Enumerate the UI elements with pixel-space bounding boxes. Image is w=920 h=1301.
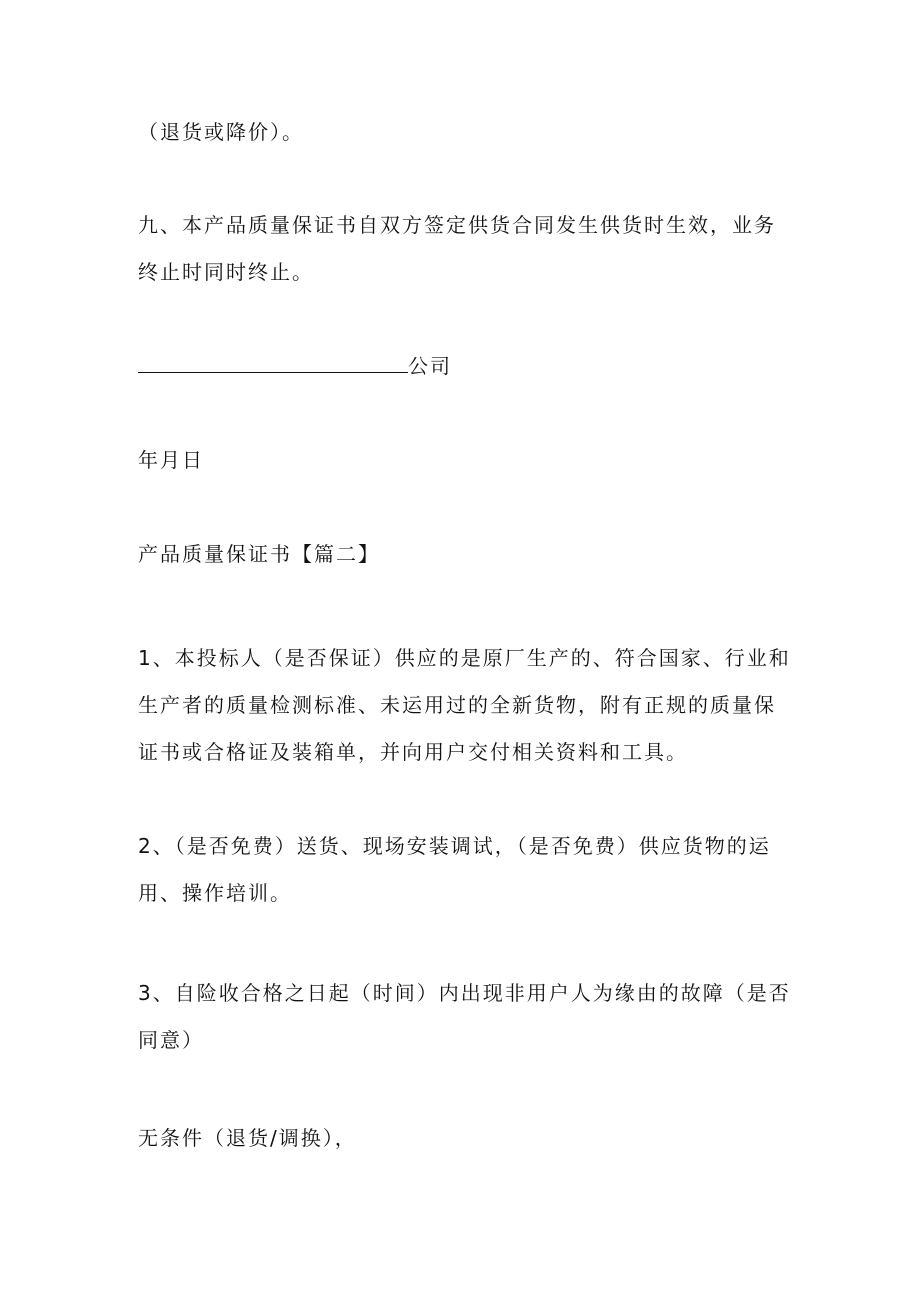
text-line: 2、（是否免费）送货、现场安装调试，（是否免费）供应货物的运 <box>138 834 771 858</box>
text-line: 终止时同时终止。 <box>138 260 314 284</box>
text-line: （退货或降价）。 <box>138 120 304 144</box>
company-label: 公司 <box>408 354 452 378</box>
text-line: 用、操作培训。 <box>138 881 292 905</box>
text-line: 生产者的质量检测标准、未运用过的全新货物，附有正规的质量保 <box>138 693 776 717</box>
text-line: 3、自险收合格之日起（时间）内出现非用户人为缘由的故障（是否 <box>138 981 791 1005</box>
text-line: 九、本产品质量保证书自双方签定供货合同发生供货时生效，业务 <box>138 213 776 237</box>
text-line: 证书或合格证及装箱单，并向用户交付相关资料和工具。 <box>138 740 688 764</box>
text-line: 同意） <box>138 1028 204 1052</box>
signature-line <box>138 352 452 380</box>
company-name-blank <box>138 352 408 373</box>
section-heading: 产品质量保证书【篇二】 <box>138 542 380 566</box>
date-line: 年月日 <box>138 448 204 472</box>
text-line: 1、本投标人（是否保证）供应的是原厂生产的、符合国家、行业和 <box>138 646 791 670</box>
text-line: 无条件（退货/调换）， <box>138 1126 357 1150</box>
